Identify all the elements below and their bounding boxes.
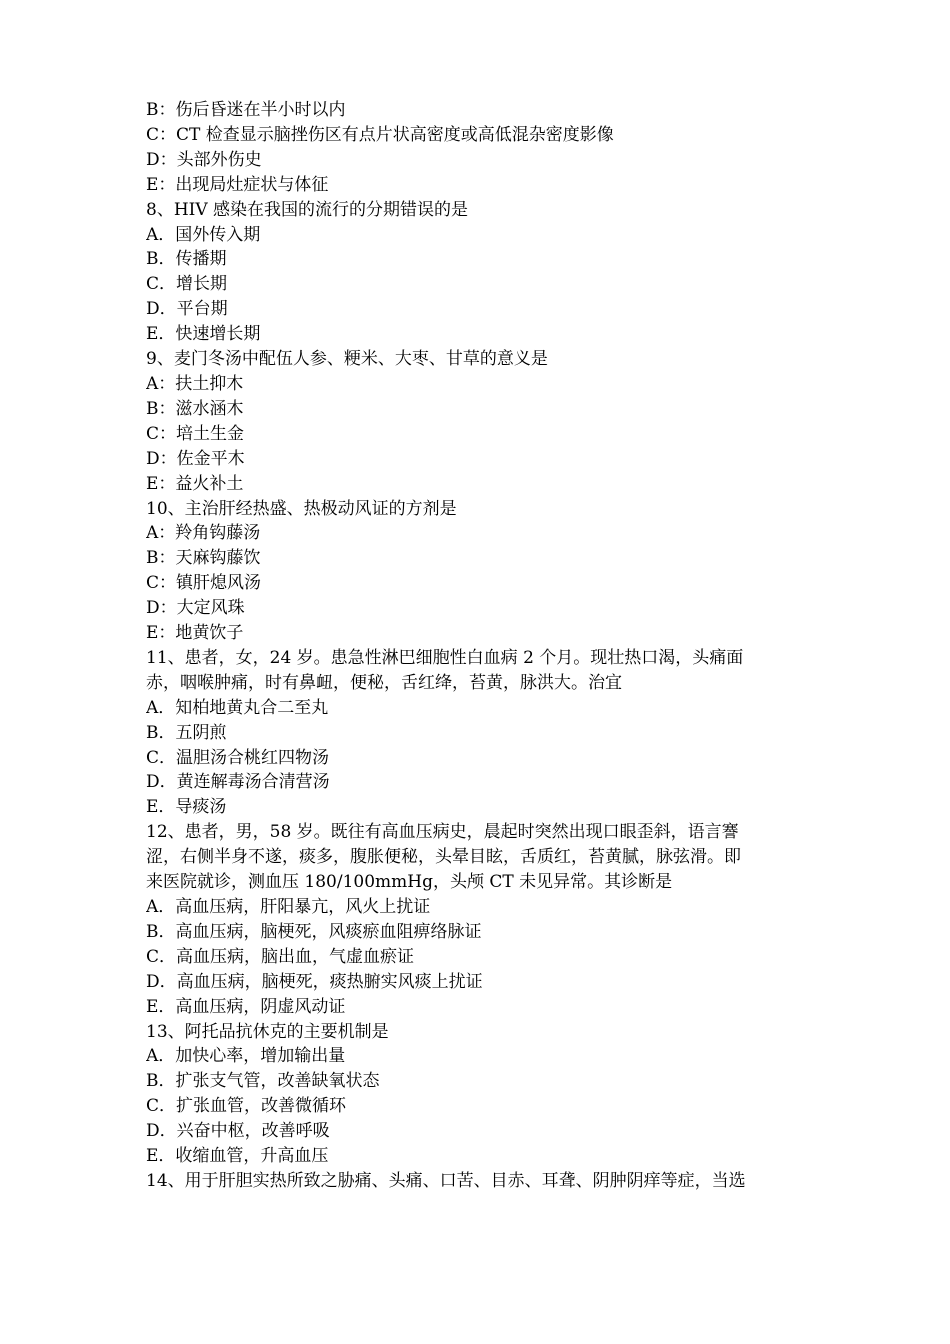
- text-line: C：镇肝熄风汤: [146, 573, 262, 594]
- text-line: B：天麻钩藤饮: [146, 548, 261, 569]
- text-line: B．传播期: [146, 249, 227, 270]
- text-line: 12、患者，男，58 岁。既往有高血压病史，晨起时突然出现口眼歪斜，语言謇: [146, 822, 739, 843]
- text-line: 涩，右侧半身不遂，痰多，腹胀便秘，头晕目眩，舌质红，苔黄腻，脉弦滑。即: [146, 847, 741, 868]
- text-line: D：头部外伤史: [146, 149, 262, 170]
- text-line: 11、患者，女，24 岁。患急性淋巴细胞性白血病 2 个月。现壮热口渴，头痛面: [146, 647, 744, 668]
- text-line: 10、主治肝经热盛、热极动风证的方剂是: [146, 498, 457, 519]
- text-line: E．高血压病，阴虚风动证: [146, 996, 346, 1017]
- text-line: D：佐金平木: [146, 448, 245, 469]
- text-line: D．兴奋中枢，改善呼吸: [146, 1121, 330, 1142]
- text-line: 来医院就诊，测血压 180/100mmHg，头颅 CT 未见异常。其诊断是: [146, 872, 673, 893]
- text-line: C．温胆汤合桃红四物汤: [146, 747, 330, 768]
- text-line: C．扩张血管，改善微循环: [146, 1096, 347, 1117]
- text-line: B．高血压病，脑梗死，风痰瘀血阻痹络脉证: [146, 921, 482, 942]
- text-line: E．收缩血管，升高血压: [146, 1146, 329, 1167]
- document-body: [146, 98, 818, 1194]
- text-line: B．扩张支气管，改善缺氧状态: [146, 1071, 380, 1092]
- text-line: B．五阴煎: [146, 722, 227, 743]
- text-line: C．高血压病，脑出血，气虚血瘀证: [146, 946, 415, 967]
- text-line: D：大定风珠: [146, 598, 245, 619]
- text-line: E：地黄饮子: [146, 623, 244, 644]
- text-line: E：出现局灶症状与体征: [146, 174, 329, 195]
- text-line: C：CT 检查显示脑挫伤区有点片状高密度或高低混杂密度影像: [146, 124, 614, 145]
- text-line: A．高血压病，肝阳暴亢，风火上扰证: [146, 897, 431, 917]
- text-line: A．国外传入期: [146, 224, 261, 245]
- text-line: E．导痰汤: [146, 797, 227, 818]
- text-line: C．增长期: [146, 274, 228, 295]
- text-line: B：滋水涵木: [146, 398, 244, 419]
- text-line: B：伤后昏迷在半小时以内: [146, 100, 346, 120]
- text-line: 8、HIV 感染在我国的流行的分期错误的是: [146, 199, 469, 220]
- text-line: 13、阿托品抗休克的主要机制是: [146, 1021, 389, 1042]
- text-line: D．平台期: [146, 299, 228, 320]
- text-line: 9、麦门冬汤中配伍人参、粳米、大枣、甘草的意义是: [146, 349, 548, 370]
- text-line: A：羚角钩藤汤: [146, 523, 261, 544]
- text-line: A．知柏地黄丸合二至丸: [146, 697, 329, 718]
- text-line: E：益火补土: [146, 473, 244, 494]
- text-line: A：扶土抑木: [146, 373, 244, 394]
- text-line: 14、用于肝胆实热所致之胁痛、头痛、口苦、目赤、耳聋、阴肿阴痒等症，当选: [146, 1170, 746, 1191]
- text-line: A．加快心率，增加输出量: [146, 1046, 346, 1067]
- text-line: D．黄连解毒汤合清营汤: [146, 772, 330, 793]
- text-line: 赤，咽喉肿痛，时有鼻衄，便秘，舌红绛，苔黄，脉洪大。治宜: [146, 672, 622, 693]
- text-line: E．快速增长期: [146, 324, 261, 345]
- text-line: C：培土生金: [146, 423, 245, 444]
- text-line: D．高血压病，脑梗死，痰热腑实风痰上扰证: [146, 971, 483, 992]
